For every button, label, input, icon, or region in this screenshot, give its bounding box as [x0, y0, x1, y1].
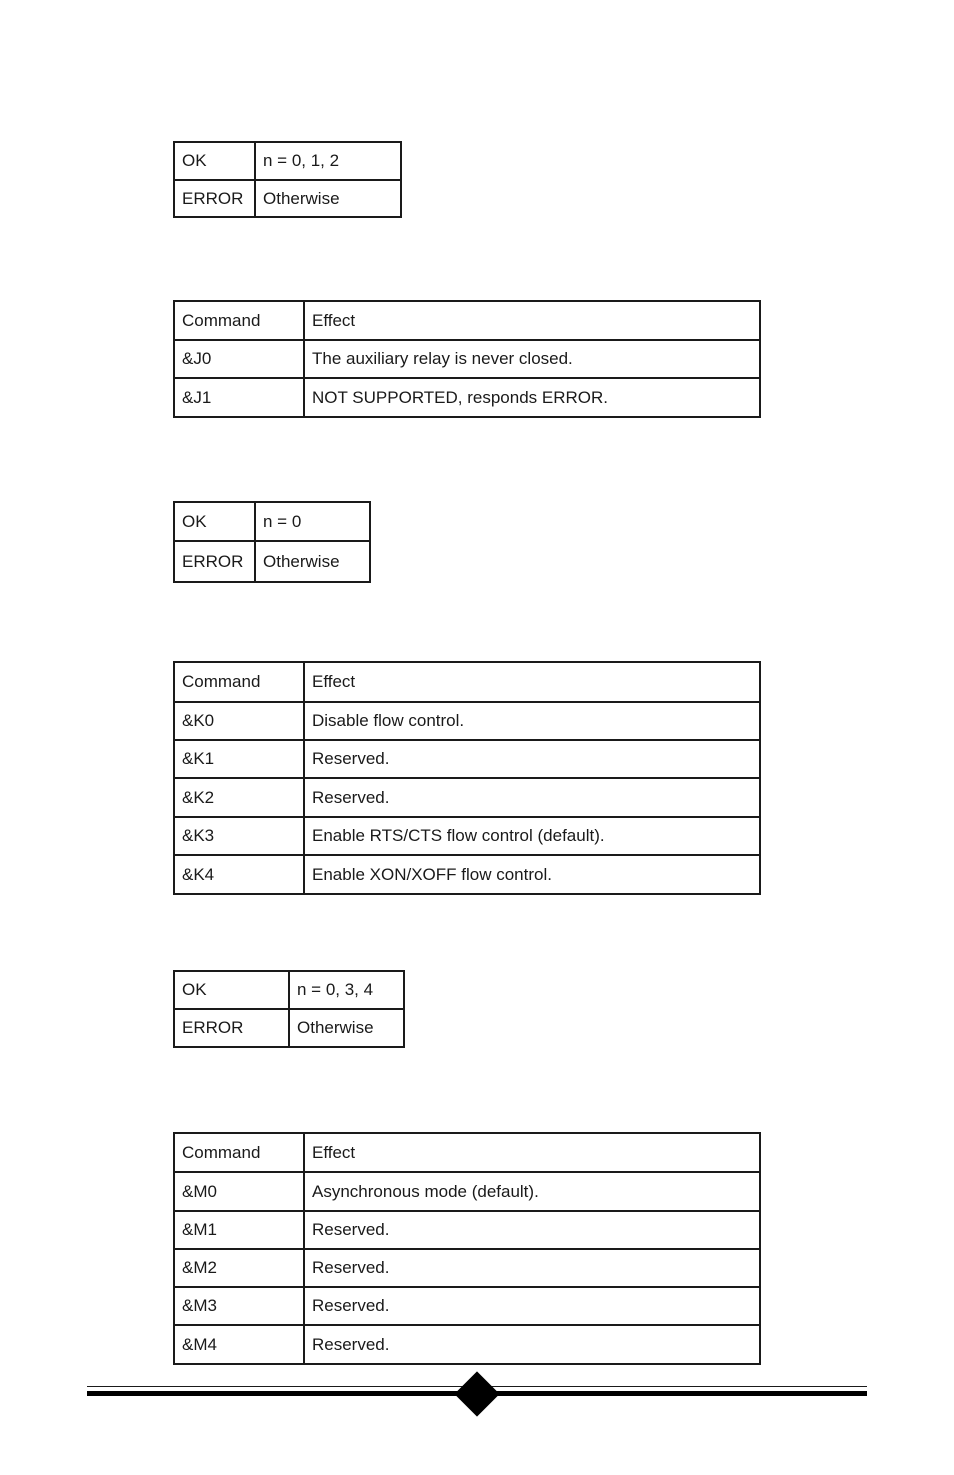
table-row	[174, 340, 760, 378]
table-cell: &M0	[174, 1172, 304, 1211]
table-cell: &K3	[174, 817, 304, 855]
table-cell: &J0	[174, 340, 304, 378]
table-cell: Enable RTS/CTS flow control (default).	[304, 817, 760, 855]
column-header-effect: Effect	[304, 662, 760, 702]
table-cell: Otherwise	[289, 1009, 404, 1047]
result-code-table-3	[173, 970, 405, 1048]
column-header-command: Command	[174, 1133, 304, 1172]
table-cell: Reserved.	[304, 740, 760, 778]
command-table-m	[173, 1132, 761, 1365]
table-cell: Reserved.	[304, 1211, 760, 1249]
table-row	[174, 1287, 760, 1325]
table-row	[174, 378, 760, 417]
table-row	[174, 740, 760, 778]
table-cell: OK	[174, 142, 255, 180]
table-cell: The auxiliary relay is never closed.	[304, 340, 760, 378]
table-header-row	[174, 662, 760, 702]
table-cell: Reserved.	[304, 1325, 760, 1364]
table-cell: &K0	[174, 702, 304, 740]
table-row	[174, 1211, 760, 1249]
table-row	[174, 180, 401, 217]
table-cell: Disable flow control.	[304, 702, 760, 740]
table-cell: &M1	[174, 1211, 304, 1249]
table-cell: n = 0, 1, 2	[255, 142, 401, 180]
table-row	[174, 1249, 760, 1287]
table-row	[174, 541, 370, 582]
table-cell: Otherwise	[255, 541, 370, 582]
table-cell: ERROR	[174, 541, 255, 582]
table-cell: &M3	[174, 1287, 304, 1325]
table-row	[174, 142, 401, 180]
table-cell: Asynchronous mode (default).	[304, 1172, 760, 1211]
table-cell: n = 0, 3, 4	[289, 971, 404, 1009]
table-cell: &K4	[174, 855, 304, 894]
table-cell: OK	[174, 971, 289, 1009]
table-row	[174, 1009, 404, 1047]
table-row	[174, 971, 404, 1009]
diamond-ornament-icon	[454, 1371, 499, 1416]
table-row	[174, 817, 760, 855]
table-row	[174, 702, 760, 740]
table-cell: &M4	[174, 1325, 304, 1364]
table-cell: Reserved.	[304, 778, 760, 817]
table-cell: &K2	[174, 778, 304, 817]
command-table-k	[173, 661, 761, 895]
table-row	[174, 855, 760, 894]
table-cell: OK	[174, 502, 255, 541]
table-cell: ERROR	[174, 1009, 289, 1047]
column-header-effect: Effect	[304, 1133, 760, 1172]
table-row	[174, 1172, 760, 1211]
table-header-row	[174, 301, 760, 340]
column-header-command: Command	[174, 301, 304, 340]
table-cell: &M2	[174, 1249, 304, 1287]
column-header-command: Command	[174, 662, 304, 702]
command-table-j	[173, 300, 761, 418]
table-cell: Reserved.	[304, 1249, 760, 1287]
table-cell: Otherwise	[255, 180, 401, 217]
column-header-effect: Effect	[304, 301, 760, 340]
table-cell: &K1	[174, 740, 304, 778]
result-code-table-2	[173, 501, 371, 583]
table-cell: NOT SUPPORTED, responds ERROR.	[304, 378, 760, 417]
table-cell: Enable XON/XOFF flow control.	[304, 855, 760, 894]
table-header-row	[174, 1133, 760, 1172]
table-row	[174, 1325, 760, 1364]
table-cell: n = 0	[255, 502, 370, 541]
table-cell: &J1	[174, 378, 304, 417]
table-cell: ERROR	[174, 180, 255, 217]
table-cell: Reserved.	[304, 1287, 760, 1325]
table-row	[174, 778, 760, 817]
result-code-table-1	[173, 141, 402, 218]
table-row	[174, 502, 370, 541]
